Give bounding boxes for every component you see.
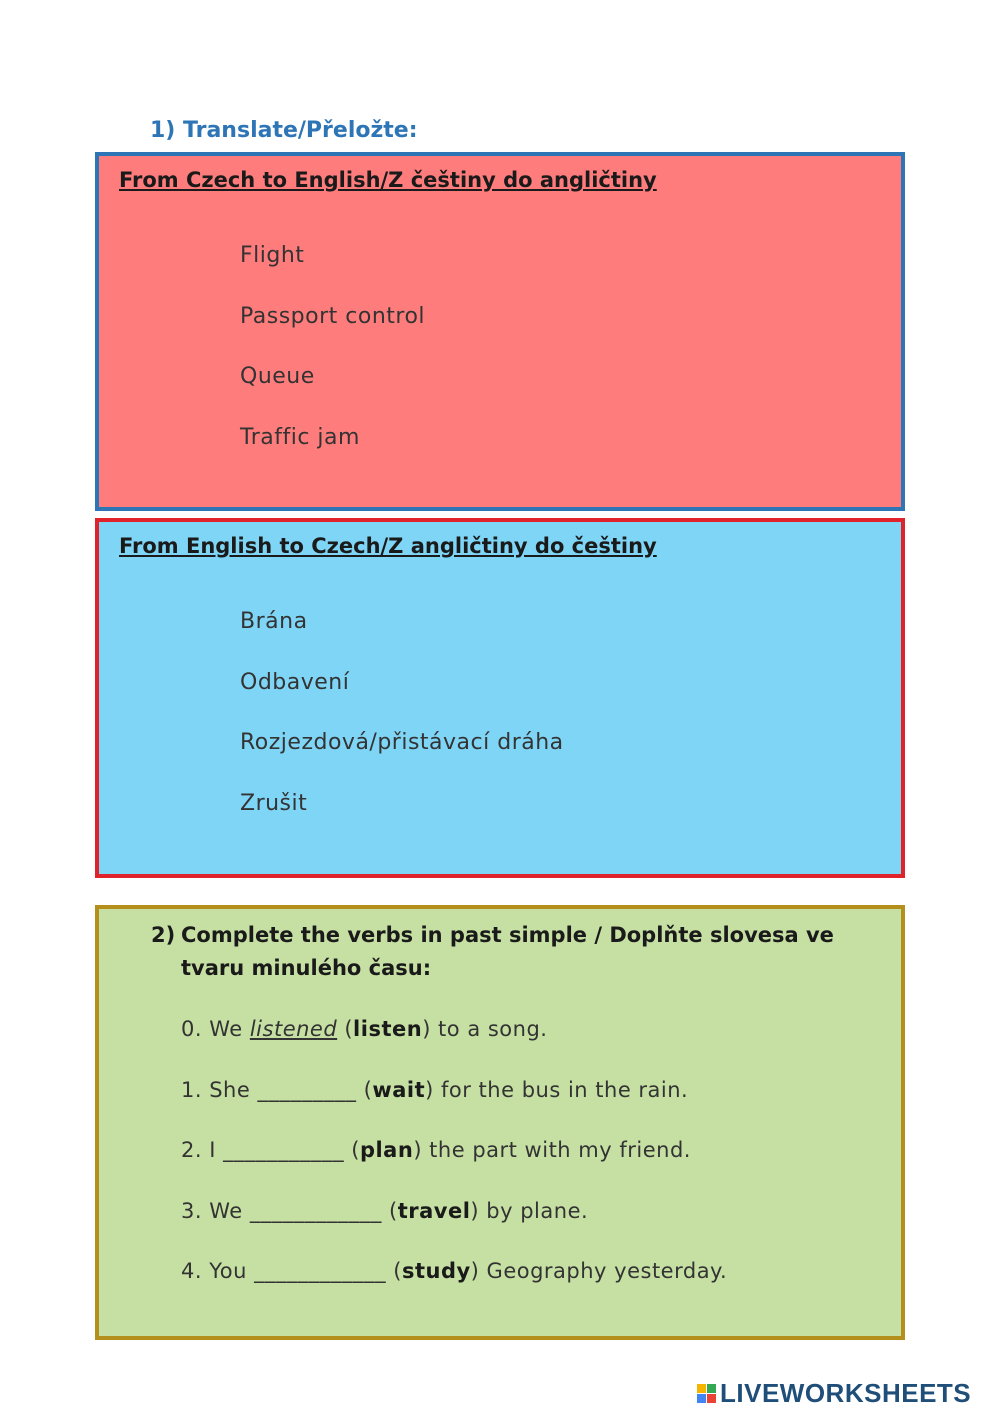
logo-square: [707, 1394, 716, 1403]
sentence-2: [181, 1138, 691, 1162]
base-verb: travel: [397, 1199, 471, 1223]
sentence-text: ) Geography yesterday.: [470, 1259, 728, 1283]
sentence-text: 0. We: [181, 1017, 250, 1041]
sentence-text: ) by plane.: [470, 1199, 589, 1223]
word-item: Traffic jam: [240, 425, 360, 450]
exercise-1-heading: 1) Translate/Přeložte:: [150, 118, 418, 143]
base-verb: listen: [353, 1017, 423, 1041]
english-to-czech-box: [95, 518, 905, 878]
sentence-text: ) to a song.: [422, 1017, 548, 1041]
sentence-4: [181, 1259, 727, 1283]
logo-grid-icon: [697, 1384, 716, 1403]
sentence-3: [181, 1199, 588, 1223]
logo-text: LIVEWORKSHEETS: [720, 1378, 972, 1408]
logo-square: [707, 1384, 716, 1393]
box-title: From English to Czech/Z angličtiny do češtiny: [119, 534, 657, 558]
sentence-text: (: [337, 1017, 354, 1041]
sentence-1: [181, 1078, 688, 1102]
sentence-blank[interactable]: 3. We ____________ (: [181, 1199, 398, 1223]
czech-to-english-box: [95, 152, 905, 511]
base-verb: study: [401, 1259, 471, 1283]
word-item: Zrušit: [240, 791, 308, 816]
word-item: Odbavení: [240, 670, 350, 695]
logo-square: [697, 1384, 706, 1393]
sentence-text: ) for the bus in the rain.: [425, 1078, 689, 1102]
exercise-instructions: Complete the verbs in past simple / Doplňte slovesa ve tvaru minulého času:: [181, 923, 834, 980]
word-item: Rozjezdová/přistávací dráha: [240, 730, 564, 755]
example-answer: listened: [249, 1017, 338, 1041]
exercise-2-heading: [151, 919, 871, 985]
base-verb: wait: [372, 1078, 426, 1102]
word-item: Queue: [240, 364, 315, 389]
exercise-2-box: [95, 905, 905, 1340]
liveworksheets-logo[interactable]: [697, 1378, 971, 1409]
sentence-example: [181, 1017, 547, 1041]
sentence-blank[interactable]: 2. I ___________ (: [181, 1138, 360, 1162]
box-title: From Czech to English/Z češtiny do angličtiny: [119, 168, 657, 192]
word-item: Brána: [240, 609, 308, 634]
word-item: Passport control: [240, 304, 426, 329]
sentence-blank[interactable]: 1. She _________ (: [181, 1078, 373, 1102]
sentence-blank[interactable]: 4. You ____________ (: [181, 1259, 402, 1283]
word-item: Flight: [240, 243, 305, 268]
logo-square: [697, 1394, 706, 1403]
sentence-text: ) the part with my friend.: [413, 1138, 691, 1162]
base-verb: plan: [359, 1138, 414, 1162]
exercise-number: 2): [151, 923, 176, 947]
